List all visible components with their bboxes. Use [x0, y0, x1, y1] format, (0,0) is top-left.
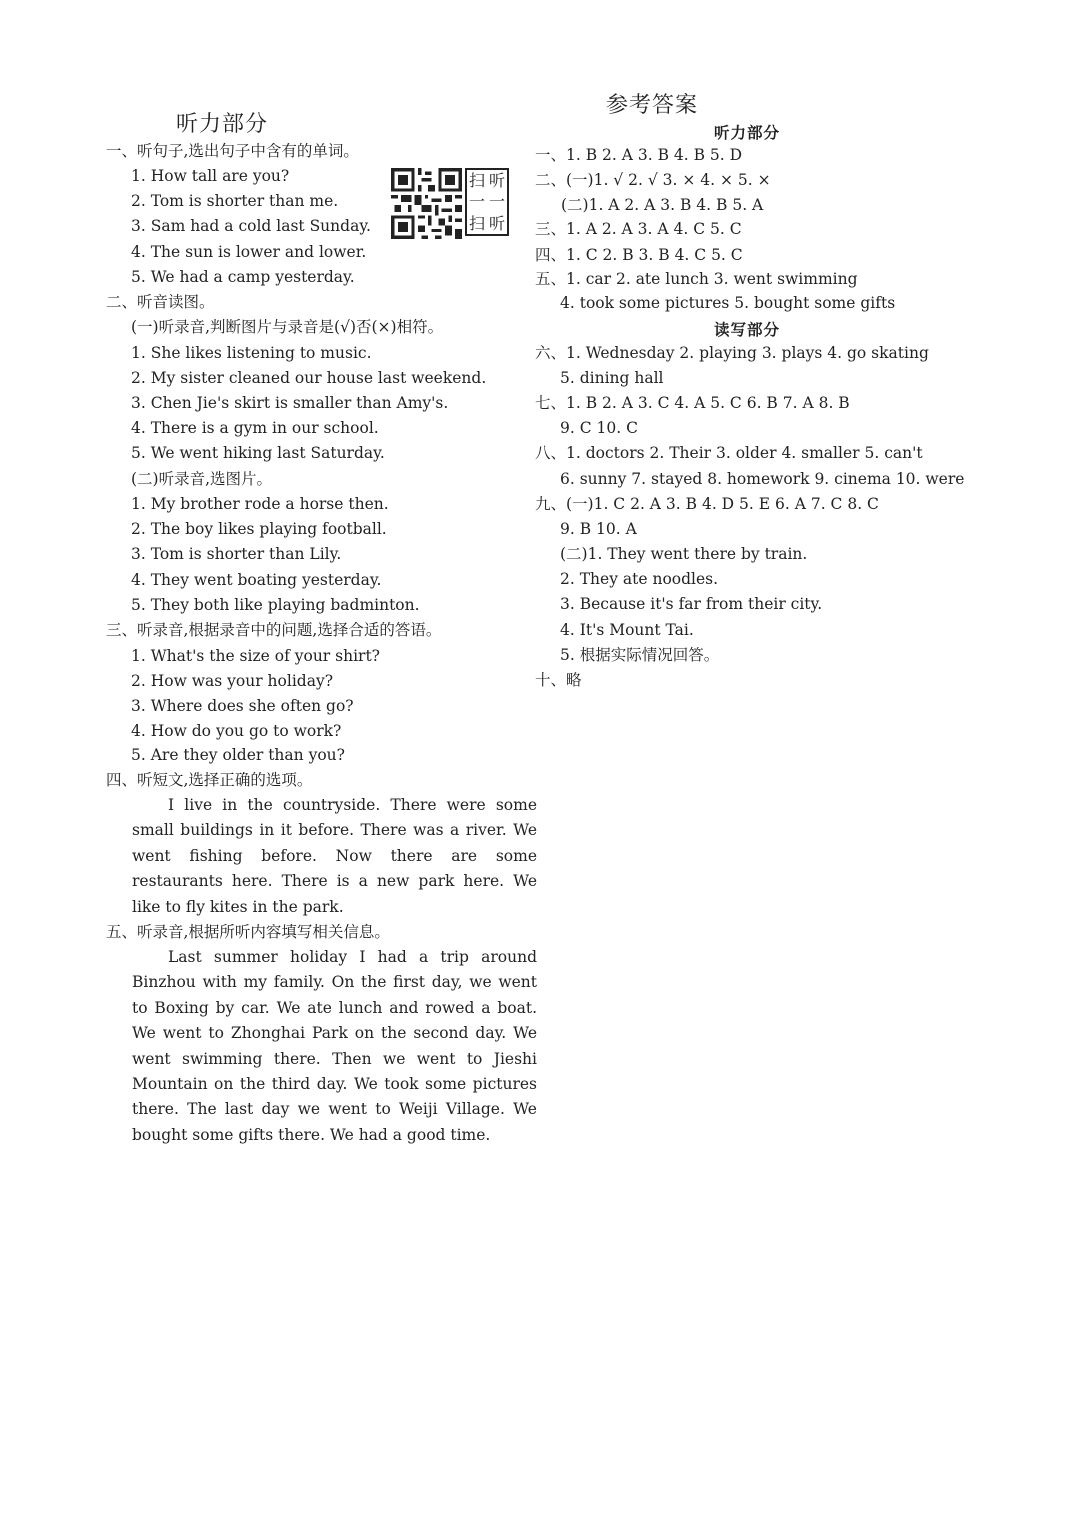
listening-item: 2. The boy likes playing football.: [131, 520, 387, 538]
answer-line: (二)1. A 2. A 3. B 4. B 5. A: [561, 196, 764, 214]
listening-item: 3. Sam had a cold last Sunday.: [131, 217, 371, 235]
answer-line: 四、1. C 2. B 3. B 4. C 5. C: [535, 246, 743, 264]
answer-key-title: 参考答案: [606, 93, 699, 118]
answer-line: 5. 根据实际情况回答。: [560, 646, 720, 664]
badge-char: 听: [488, 171, 505, 190]
answer-line: 六、1. Wednesday 2. playing 3. plays 4. go skating: [535, 344, 929, 362]
passage-4: I live in the countryside. There were some small buildings in it before. There was a river. We went fishing before. Now there are some restaurants here. There is a new park here. We like to fly kites in the park.: [132, 796, 537, 916]
listening-title: 听力部分: [176, 112, 269, 137]
qr-code-icon: [391, 168, 462, 239]
answer-line: 十、略: [535, 671, 582, 689]
answer-line: 3. Because it's far from their city.: [560, 595, 823, 613]
section-heading: 五、听录音,根据所听内容填写相关信息。: [106, 923, 390, 941]
listening-item: 1. She likes listening to music.: [131, 344, 372, 362]
listening-item: 1. How tall are you?: [131, 167, 290, 185]
badge-char: 扫: [468, 213, 485, 233]
listening-item: 1. My brother rode a horse then.: [131, 495, 389, 513]
answer-line: 一、1. B 2. A 3. B 4. B 5. D: [535, 146, 743, 164]
badge-char: 扫: [468, 171, 485, 190]
listening-item: 1. What's the size of your shirt?: [131, 647, 380, 665]
listening-item: 4. The sun is lower and lower.: [131, 243, 367, 261]
answer-line: 九、(一)1. C 2. A 3. B 4. D 5. E 6. A 7. C 8. C: [535, 495, 879, 513]
listening-item: 4. They went boating yesterday.: [131, 571, 382, 589]
listening-item: 2. Tom is shorter than me.: [131, 192, 339, 210]
listening-item: 5. They both like playing badminton.: [131, 596, 420, 614]
listening-item: 2. How was your holiday?: [131, 672, 334, 690]
answer-line: 三、1. A 2. A 3. A 4. C 5. C: [535, 220, 742, 238]
answer-line: 七、1. B 2. A 3. C 4. A 5. C 6. B 7. A 8. B: [535, 394, 850, 412]
badge-char: 一: [468, 192, 485, 212]
sub-heading: (二)听录音,选图片。: [131, 470, 273, 488]
sub-heading: (一)听录音,判断图片与录音是(√)否(×)相符。: [131, 318, 444, 336]
answer-line: 4. It's Mount Tai.: [560, 621, 694, 639]
passage-5: Last summer holiday I had a trip around Binzhou with my family. On the first day, we went to Boxing by car. We ate lunch and rowed a boat. We went to Zhonghai Park on the second day. We went swimming there. Then we went to Jieshi Mountain on the third day. We took some pictures there. The last day we went to Weiji Village. We bought some gifts there. We had a good time.: [132, 948, 537, 1144]
section-heading: 二、听音读图。: [106, 293, 215, 311]
answer-line: 八、1. doctors 2. Their 3. older 4. smaller 5. can't: [535, 444, 923, 462]
scan-listen-badge: [465, 168, 509, 236]
listening-item: 5. We had a camp yesterday.: [131, 268, 355, 286]
listening-item: 5. Are they older than you?: [131, 746, 345, 764]
badge-char: 听: [488, 213, 505, 233]
listening-item: 4. There is a gym in our school.: [131, 419, 379, 437]
listening-item: 2. My sister cleaned our house last weekend.: [131, 369, 487, 387]
answer-sub-listening: 听力部分: [714, 123, 781, 142]
answer-line: 二、(一)1. √ 2. √ 3. × 4. × 5. ×: [535, 171, 771, 189]
answer-line: 五、1. car 2. ate lunch 3. went swimming: [535, 270, 858, 288]
answer-line: 4. took some pictures 5. bought some gifts: [560, 294, 896, 312]
listening-item: 5. We went hiking last Saturday.: [131, 444, 385, 462]
listening-item: 3. Chen Jie's skirt is smaller than Amy's.: [131, 394, 449, 412]
answer-line: (二)1. They went there by train.: [560, 545, 808, 563]
listening-item: 4. How do you go to work?: [131, 722, 342, 740]
listening-item: 3. Tom is shorter than Lily.: [131, 545, 342, 563]
section-heading: 一、听句子,选出句子中含有的单词。: [106, 142, 359, 160]
answer-sub-rw: 读写部分: [714, 320, 781, 339]
answer-line: 9. C 10. C: [560, 419, 638, 437]
answer-line: 5. dining hall: [560, 369, 664, 387]
answer-line: 2. They ate noodles.: [560, 570, 719, 588]
section-heading: 四、听短文,选择正确的选项。: [106, 771, 313, 789]
badge-char: 一: [488, 192, 505, 212]
answer-line: 6. sunny 7. stayed 8. homework 9. cinema 10. were: [560, 470, 965, 488]
answer-line: 9. B 10. A: [560, 520, 637, 538]
listening-item: 3. Where does she often go?: [131, 697, 354, 715]
section-heading: 三、听录音,根据录音中的问题,选择合适的答语。: [106, 621, 442, 639]
